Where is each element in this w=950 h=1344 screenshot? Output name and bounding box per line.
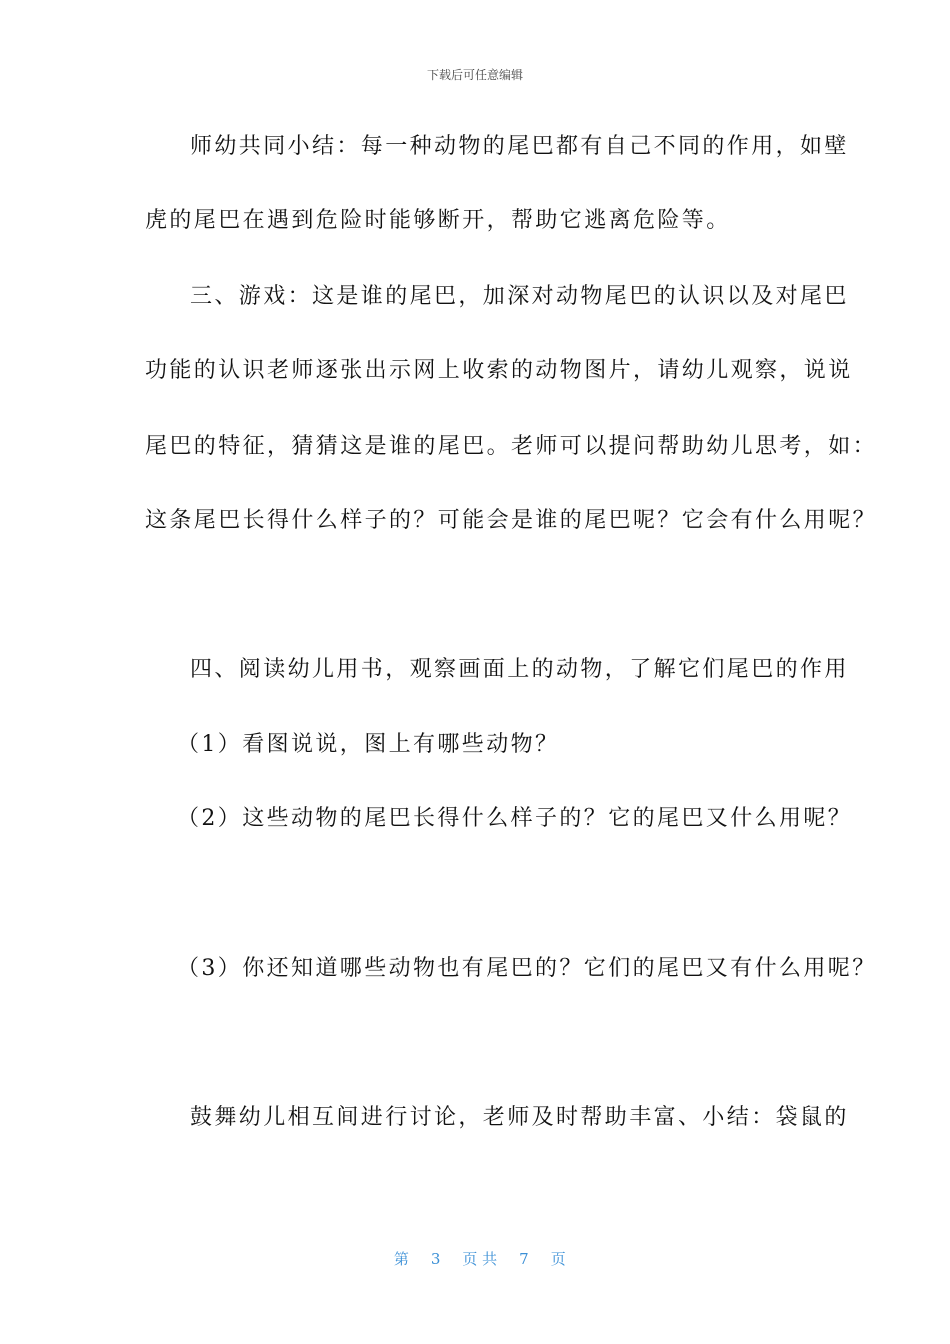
footer-total-pages: 7	[519, 1250, 529, 1268]
paragraph-line-6: 这条尾巴长得什么样子的？可能会是谁的尾巴呢？它会有什么用呢？	[145, 508, 878, 533]
paragraph-line-5: 尾巴的特征，猜猜这是谁的尾巴。老师可以提问帮助幼儿思考，如：	[145, 434, 878, 459]
paragraph-line-4: 功能的认识老师逐张出示网上收索的动物图片，请幼儿观察，说说	[145, 358, 853, 383]
footer-ye-gong: 页 共	[462, 1250, 498, 1268]
footer-ye: 页	[550, 1250, 566, 1268]
paragraph-line-2: 虎的尾巴在遇到危险时能够断开，帮助它逃离危险等。	[145, 208, 731, 233]
footer-di: 第	[393, 1250, 409, 1268]
paragraph-line-3: 三、游戏：这是谁的尾巴，加深对动物尾巴的认识以及对尾巴	[190, 284, 849, 309]
paragraph-line-8: （1）看图说说，图上有哪些动物？	[177, 732, 560, 757]
paragraph-line-7: 四、阅读幼儿用书，观察画面上的动物，了解它们尾巴的作用	[190, 657, 849, 682]
paragraph-line-1: 师幼共同小结：每一种动物的尾巴都有自己不同的作用，如壁	[190, 134, 849, 159]
page-footer	[0, 1230, 950, 1269]
footer-page-number: 3	[430, 1250, 441, 1268]
paragraph-line-11: 鼓舞幼儿相互间进行讨论，老师及时帮助丰富、小结：袋鼠的	[190, 1105, 849, 1130]
paragraph-line-10: （3）你还知道哪些动物也有尾巴的？它们的尾巴又有什么用呢？	[177, 956, 877, 981]
page-header: 下载后可任意编辑	[426, 68, 523, 82]
paragraph-line-9: （2）这些动物的尾巴长得什么样子的？它的尾巴又什么用呢？	[177, 806, 853, 831]
